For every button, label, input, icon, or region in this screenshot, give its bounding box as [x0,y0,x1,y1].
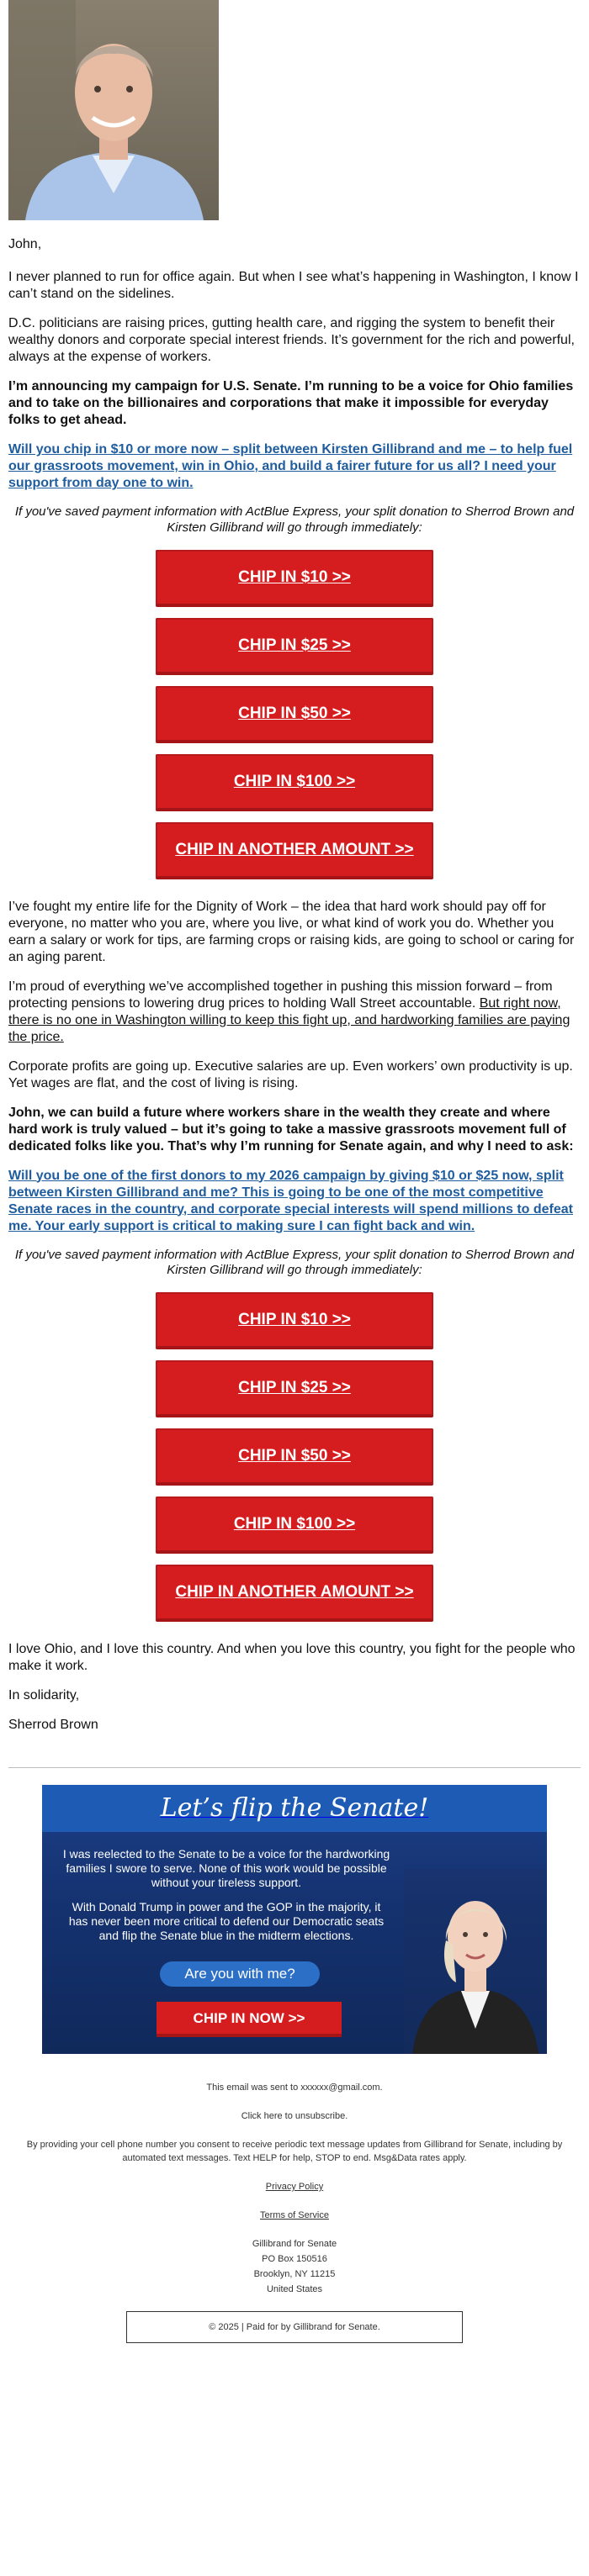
paragraph-bold: I’m announcing my campaign for U.S. Senate. I’m running to be a voice for Ohio families and to take on the billionaires and corporations that make it impossible for everyday folks to get ahead. [8,379,574,427]
actblue-note: If you've saved payment information with ActBlue Express, your split donation to Sherrod Brown and Kirsten Gillibrand will go through immediately: [14,1247,575,1278]
banner-question: Are you with me? [160,1961,320,1987]
sent-to-text: This email was sent to xxxxxx@gmail.com. [206,2082,383,2093]
signature: Sherrod Brown [8,1718,98,1732]
chip-in-10-button[interactable]: CHIP IN $10 >> [156,550,433,607]
paragraph-bold: John, we can build a future where workers share in the wealth they create and where hard work is truly valued – but it’s going to take a massive grassroots movement full of dedicated folks like you. That’s why I’m running for Senate again, and why I need to ask: [8,1105,574,1153]
greeting: John, [8,237,42,251]
paragraph: D.C. politicians are raising prices, gutting health care, and rigging the system to benefit their wealthy donors and corporate special interest friends. It’s government for the rich and powerful, always at the expense of workers. [8,316,575,364]
banner-paragraph: With Donald Trump in power and the GOP in the majority, it has never been more critical to defend our Democratic seats and flip the Senate blue in the midterm elections. [68,1900,385,1942]
chip-in-10-button[interactable]: CHIP IN $10 >> [156,1292,433,1349]
donate-link[interactable]: Will you be one of the first donors to my 2026 campaign by giving $10 or $25 now, split between Kirsten Gillibrand and me? This is going to be one of the most competitive Senate races in the country, and corporate special interests will spend millions to defeat me. Your early support is critical to making sure I can fight back and win. [8,1168,573,1233]
paragraph: Corporate profits are going up. Executive salaries are up. Even workers’ own productivity is up. Yet wages are flat, and the cost of living is rising. [8,1058,573,1090]
banner-text [62,1847,390,1953]
privacy-policy-link[interactable]: Privacy Policy [265,2182,324,2192]
paragraph: I’ve fought my entire life for the Dignity of Work – the idea that hard work should pay off for everyone, no matter who you are, where you live, or what kind of work you do. Whether you earn a salary or work for tips, are farming crops or raising kids, are going to school or caring for an aging parent. [8,899,575,964]
address-line: Gillibrand for Senate [252,2239,337,2249]
chip-in-50-button[interactable]: CHIP IN $50 >> [156,686,433,743]
paid-for-box: © 2025 | Paid for by Gillibrand for Senate. [126,2311,463,2343]
chip-in-other-button[interactable]: CHIP IN ANOTHER AMOUNT >> [156,822,433,879]
address-line: Brooklyn, NY 11215 [253,2269,336,2279]
person-photo [8,0,219,220]
divider [8,1767,581,1768]
footer [8,2081,581,2343]
donate-button-group [8,1292,581,1641]
actblue-note: If you've saved payment information with ActBlue Express, your split donation to Sherrod Brown and Kirsten Gillibrand will go through immediately: [14,504,575,535]
banner-title: Let’s flip the Senate! [160,1793,429,1823]
donate-link[interactable]: Will you chip in $10 or more now – split between Kirsten Gillibrand and me – to help fuel our grassroots movement, win in Ohio, and build a fairer future for us all? I need your support from day one to win. [8,442,573,490]
chip-in-25-button[interactable]: CHIP IN $25 >> [156,1360,433,1417]
closing: In solidarity, [8,1688,80,1702]
chip-in-50-button[interactable]: CHIP IN $50 >> [156,1428,433,1486]
paragraph: I love Ohio, and I love this country. And when you love this country, you fight for the people who make it work. [8,1642,576,1673]
banner-header [42,1785,547,1832]
chip-in-now-button[interactable]: CHIP IN NOW >> [157,2002,342,2037]
chip-in-100-button[interactable]: CHIP IN $100 >> [156,1497,433,1554]
donate-button-group [8,550,581,899]
chip-in-other-button[interactable]: CHIP IN ANOTHER AMOUNT >> [156,1565,433,1622]
person-photo [404,1869,547,2054]
banner-paragraph: I was reelected to the Senate to be a voice for the hardworking families I swore to serve. None of this work would be possible without your tireless support. [62,1847,390,1889]
chip-in-100-button[interactable]: CHIP IN $100 >> [156,754,433,811]
chip-in-25-button[interactable]: CHIP IN $25 >> [156,618,433,675]
paragraph: I never planned to run for office again. But when I see what’s happening in Washington, I know I can’t stand on the sidelines. [8,270,579,301]
terms-of-service-link[interactable]: Terms of Service [260,2210,329,2220]
sms-disclaimer: By providing your cell phone number you consent to receive periodic text message updates from Gillibrand for Senate, including by automated text messages. Text HELP for help, STOP to end. Msg&Data rates apply. [26,2140,563,2163]
flip-senate-banner[interactable] [42,1785,547,2054]
address-line: PO Box 150516 [262,2254,327,2264]
paragraph-text: I’m proud of everything we’ve accomplished together in pushing this mission forward – from protecting pensions to lowering drug prices to holding Wall Street accountable. [8,979,553,1011]
mailing-address [8,2237,581,2296]
paragraph-underlined: But right now, there is no one in Washington willing to keep this fight up, and hardworking families are paying the price. [8,995,570,1044]
unsubscribe-link[interactable]: Click here to unsubscribe. [241,2111,348,2121]
paragraph [8,979,581,1046]
address-line: United States [266,2284,323,2294]
